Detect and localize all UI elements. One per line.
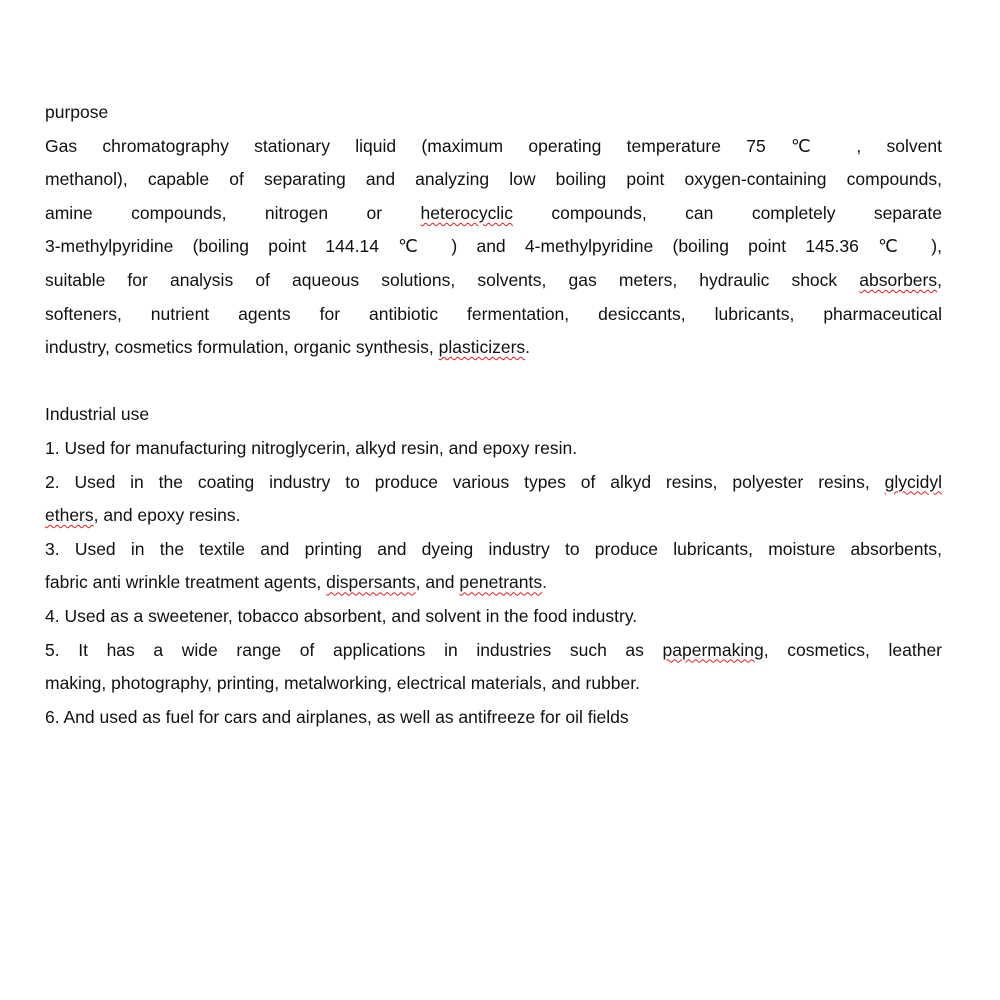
- text-line: [45, 230, 942, 264]
- text-segment: , and epoxy resins.: [93, 505, 241, 526]
- text-segment: .: [542, 572, 547, 593]
- text-line: [45, 432, 942, 466]
- text-segment: , and: [415, 572, 460, 593]
- text-segment: 5. It has a wide range of applications in industries such as: [45, 639, 663, 660]
- text-segment: fabric anti wrinkle treatment agents,: [45, 572, 327, 593]
- text-segment: 6. And used as fuel for cars and airplanes, as well as antifreeze for oil fields: [45, 706, 629, 727]
- spellcheck-flagged-word[interactable]: penetrants: [459, 572, 543, 593]
- text-segment: 3-methylpyridine (boiling point 144.14 ℃ ) and 4-methylpyridine (boiling point 145.36 ℃ ),: [45, 236, 942, 257]
- text-segment: 3. Used in the textile and printing and dyeing industry to produce lubricants, moisture absorbents,: [45, 538, 942, 559]
- text-line: [45, 466, 942, 500]
- text-segment: softeners, nutrient agents for antibiotic fermentation, desiccants, lubricants, pharmaceutical: [45, 303, 942, 324]
- text-segment: methanol), capable of separating and analyzing low boiling point oxygen-containing compounds,: [45, 169, 942, 190]
- text-segment: .: [525, 337, 531, 358]
- spellcheck-flagged-word[interactable]: ethers: [45, 505, 94, 526]
- spellcheck-flagged-word[interactable]: plasticizers: [438, 337, 526, 358]
- text-line: [45, 701, 942, 735]
- text-line: [45, 96, 942, 130]
- text-line: [45, 600, 942, 634]
- text-line: [45, 331, 942, 365]
- text-line: [45, 533, 942, 567]
- text-segment: purpose: [45, 102, 109, 122]
- text-segment: making, photography, printing, metalworking, electrical materials, and rubber.: [45, 673, 640, 694]
- text-segment: industry, cosmetics formulation, organic synthesis,: [45, 337, 439, 358]
- text-segment: Industrial use: [45, 404, 150, 425]
- text-line: [45, 197, 942, 231]
- spellcheck-flagged-word[interactable]: absorbers: [859, 269, 938, 290]
- text-segment: ,: [937, 269, 942, 290]
- text-segment: 4. Used as a sweetener, tobacco absorbent, and solvent in the food industry.: [45, 605, 638, 626]
- text-line: [45, 163, 942, 197]
- spellcheck-flagged-word[interactable]: dispersants: [326, 572, 416, 593]
- text-segment: suitable for analysis of aqueous solutions, solvents, gas meters, hydraulic shock: [45, 269, 860, 290]
- document-body: [45, 96, 942, 734]
- text-segment: amine compounds, nitrogen or: [45, 202, 421, 223]
- spellcheck-flagged-word[interactable]: papermaking: [662, 639, 764, 660]
- text-segment: 2. Used in the coating industry to produce various types of alkyd resins, polyester resins,: [45, 471, 885, 492]
- text-line: [45, 398, 942, 432]
- text-line: [45, 130, 942, 164]
- spellcheck-flagged-word[interactable]: heterocyclic: [420, 202, 513, 223]
- text-line: [45, 499, 942, 533]
- text-line: [45, 634, 942, 668]
- text-line: [45, 298, 942, 332]
- text-line: [45, 365, 942, 399]
- text-segment: compounds, can completely separate: [512, 202, 942, 223]
- text-segment: 1. Used for manufacturing nitroglycerin, alkyd resin, and epoxy resin.: [45, 437, 578, 458]
- text-line: [45, 667, 942, 701]
- text-line: [45, 566, 942, 600]
- spellcheck-flagged-word[interactable]: glycidyl: [884, 471, 942, 492]
- text-segment: Gas chromatography stationary liquid (maximum operating temperature 75 ℃ , solvent: [45, 135, 942, 156]
- text-segment: , cosmetics, leather: [763, 639, 943, 660]
- text-line: [45, 264, 942, 298]
